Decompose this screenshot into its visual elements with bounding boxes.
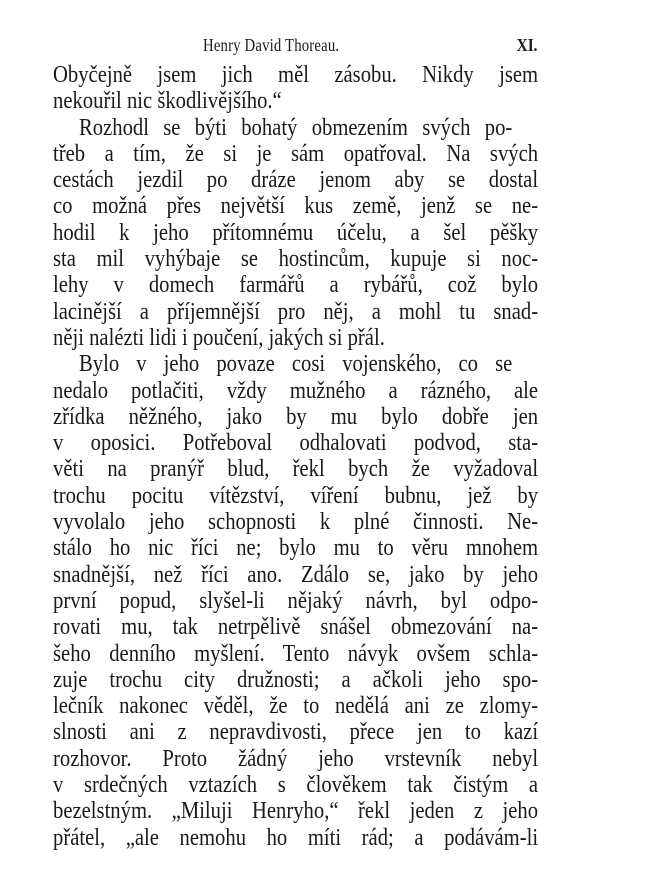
text-line: v oposici. Potřeboval odhalovati podvod, sta- <box>53 430 539 457</box>
text-line: hodil k jeho přítomnému účelu, a šel pěšky <box>53 219 539 246</box>
running-head-title: Henry David Thoreau. <box>203 35 340 55</box>
text-line: v srdečných vztazích s člověkem tak čistým a <box>53 772 539 799</box>
text-line: Bylo v jeho povaze cosi vojenského, co se <box>79 351 513 378</box>
text-line: rovati mu, tak netrpělivě snášel obmezování na- <box>53 614 539 641</box>
text-line: sta mil vyhýbaje se hostincům, kupuje si noc- <box>53 246 539 273</box>
text-line: lečník nakonec věděl, že to nedělá ani ze zlomy- <box>53 693 539 720</box>
text-line: třeb a tím, že si je sám opatřoval. Na svých <box>53 140 539 167</box>
text-line: rozhovor. Proto žádný jeho vrstevník nebyl <box>53 745 539 772</box>
text-line: lacinější a příjemnější pro něj, a mohl tu snad- <box>53 298 539 325</box>
text-line: věti na pranýř blud, řekl bych že vyžadoval <box>53 456 539 483</box>
text-line: šeho denního myšlení. Tento návyk ovšem schla- <box>53 640 539 667</box>
text-line: něji nalézti lidi i poučení, jakých si přál. <box>53 324 385 351</box>
text-line: první popud, slyšel-li nějaký návrh, byl odpo- <box>53 587 539 614</box>
text-line: lehy v domech farmářů a rybářů, což bylo <box>53 272 539 299</box>
text-line: zuje trochu city družnosti; a ačkoli jeho spo- <box>53 666 539 693</box>
text-line: Rozhodl se býti bohatý obmezením svých po- <box>79 114 513 141</box>
text-line: snadnější, než říci ano. Zdálo se, jako by jeho <box>53 561 539 588</box>
text-line: nekouřil nic škodlivějšího.“ <box>53 88 282 115</box>
text-line: cestách jezdil po dráze jenom aby se dostal <box>53 167 539 194</box>
page-number: XI. <box>517 35 538 55</box>
running-head <box>53 34 538 56</box>
text-line: přátel, „ale nemohu ho míti rád; a podávám-li <box>53 824 539 851</box>
text-line: nedalo potlačiti, vždy mužného a rázného, ale <box>53 377 539 404</box>
text-line: bezelstným. „Miluji Henryho,“ řekl jeden z jeho <box>53 798 539 825</box>
text-line: zřídka něžného, jako by mu bylo dobře jen <box>53 403 539 430</box>
body-text <box>53 62 538 851</box>
text-line: stálo ho nic říci ne; bylo mu to věru mnohem <box>53 535 539 562</box>
text-line: slnosti ani z nepravdivosti, přece jen to kazí <box>53 719 539 746</box>
text-line: co možná přes největší kus země, jenž se ne- <box>53 193 539 220</box>
text-line: trochu pocitu vítězství, víření bubnu, jež by <box>53 482 539 509</box>
text-line: Obyčejně jsem jich měl zásobu. Nikdy jsem <box>53 62 539 88</box>
text-line: vyvolalo jeho schopnosti k plné činnosti. Ne- <box>53 509 539 536</box>
